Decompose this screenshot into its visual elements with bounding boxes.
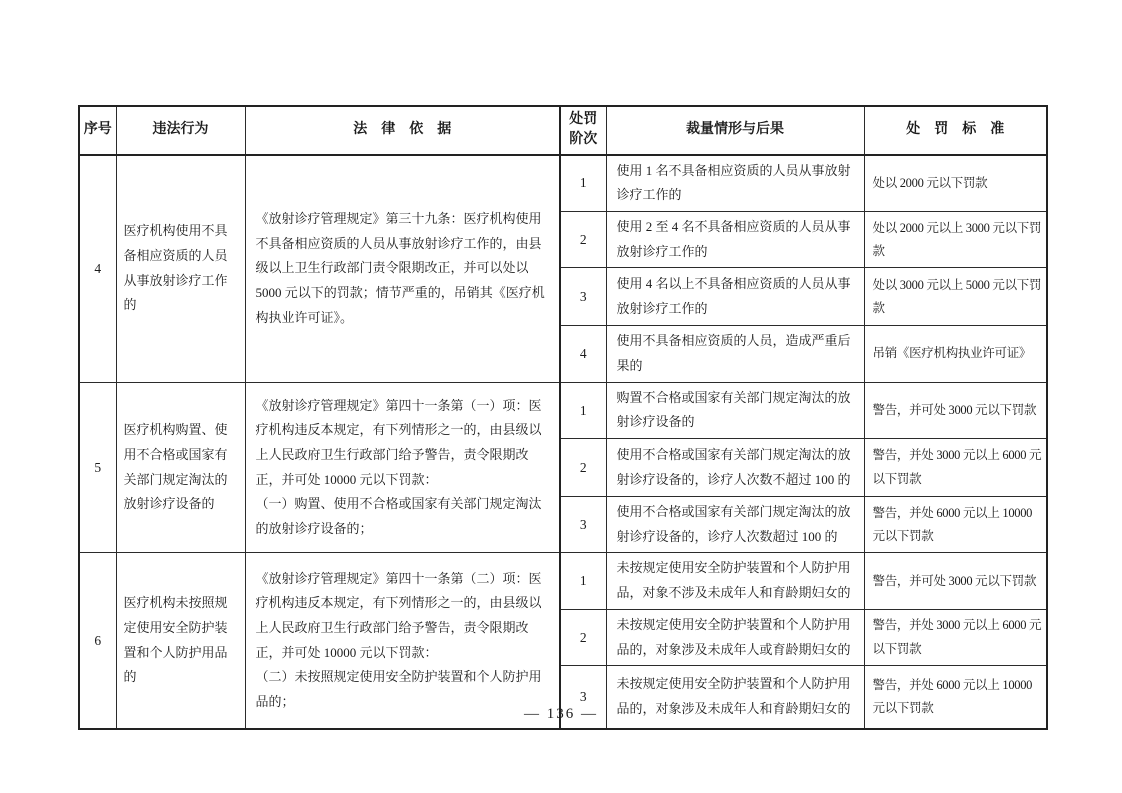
- circumstance-cell: 使用 2 至 4 名不具备相应资质的人员从事放射诊疗工作的: [606, 211, 864, 267]
- penalty-discretion-table: [78, 105, 1048, 730]
- stage-level-cell: 1: [560, 155, 606, 212]
- table-header-row: [79, 106, 1047, 155]
- penalty-standard-cell: 警告，并可处 3000 元以下罚款: [864, 553, 1047, 609]
- circumstance-cell: 购置不合格或国家有关部门规定淘汰的放射诊疗设备的: [606, 382, 864, 438]
- violation-cell: 医疗机构未按照规定使用安全防护装置和个人防护用品的: [116, 553, 245, 729]
- legal-basis-cell: [245, 382, 560, 553]
- seq-cell: 4: [79, 155, 116, 383]
- penalty-standard-cell: 警告，并处 3000 元以上 6000 元以下罚款: [864, 609, 1047, 665]
- penalty-standard-cell: 警告，并可处 3000 元以下罚款: [864, 382, 1047, 438]
- circumstance-cell: 未按规定使用安全防护装置和个人防护用品的，对象涉及未成年人或育龄期妇女的: [606, 609, 864, 665]
- penalty-standard-cell: 处以 2000 元以上 3000 元以下罚款: [864, 211, 1047, 267]
- stage-level-cell: 1: [560, 382, 606, 438]
- penalty-standard-cell: 警告，并处 3000 元以上 6000 元以下罚款: [864, 439, 1047, 497]
- stage-level-cell: 2: [560, 609, 606, 665]
- stage-level-cell: 1: [560, 553, 606, 609]
- table-row: [79, 382, 1047, 438]
- header-violation: 违法行为: [116, 106, 245, 155]
- table-row: [79, 155, 1047, 212]
- header-circumstance: 裁量情形与后果: [606, 106, 864, 155]
- violation-cell: 医疗机构使用不具备相应资质的人员从事放射诊疗工作的: [116, 155, 245, 383]
- penalty-standard-cell: 处以 2000 元以下罚款: [864, 155, 1047, 212]
- circumstance-cell: 使用 1 名不具备相应资质的人员从事放射诊疗工作的: [606, 155, 864, 212]
- stage-level-cell: 3: [560, 497, 606, 553]
- circumstance-cell: 未按规定使用安全防护装置和个人防护用品，对象不涉及未成年人和育龄期妇女的: [606, 553, 864, 609]
- page-number: — 136 —: [524, 706, 598, 722]
- penalty-standard-cell: 处以 3000 元以上 5000 元以下罚款: [864, 268, 1047, 326]
- stage-level-cell: 3: [560, 666, 606, 729]
- circumstance-cell: 使用不合格或国家有关部门规定淘汰的放射诊疗设备的，诊疗人次数超过 100 的: [606, 497, 864, 553]
- penalty-standard-cell: 警告，并处 6000 元以上 10000 元以下罚款: [864, 666, 1047, 729]
- legal-basis-cell: [245, 155, 560, 383]
- legal-basis-paragraph: （二）未按照规定使用安全防护装置和个人防护用品的；: [255, 669, 542, 709]
- header-seq: 序号: [79, 106, 116, 155]
- seq-cell: 6: [79, 553, 116, 729]
- penalty-standard-cell: 吊销《医疗机构执业许可证》: [864, 326, 1047, 382]
- violation-cell: 医疗机构购置、使用不合格或国家有关部门规定淘汰的放射诊疗设备的: [116, 382, 245, 553]
- header-penalty-stage: 处罚阶次: [560, 106, 606, 155]
- circumstance-cell: 使用 4 名以上不具备相应资质的人员从事放射诊疗工作的: [606, 268, 864, 326]
- legal-basis-paragraph: 《放射诊疗管理规定》第三十九条：医疗机构使用不具备相应资质的人员从事放射诊疗工作的，由县级以上卫生行政部门责令限期改正，并可以处以 5000 元以下的罚款；情节严重的，吊销其《医疗机构执业许可证》。: [255, 210, 545, 325]
- header-legal-basis: 法 律 依 据: [245, 106, 560, 155]
- stage-level-cell: 2: [560, 439, 606, 497]
- header-penalty-standard: 处 罚 标 准: [864, 106, 1047, 155]
- circumstance-cell: 使用不合格或国家有关部门规定淘汰的放射诊疗设备的，诊疗人次数不超过 100 的: [606, 439, 864, 497]
- stage-level-cell: 2: [560, 211, 606, 267]
- legal-basis-paragraph: 《放射诊疗管理规定》第四十一条第（二）项：医疗机构违反本规定，有下列情形之一的，由县级以上人民政府卫生行政部门给予警告，责令限期改正，并可处 10000 元以下罚款：: [255, 570, 542, 660]
- seq-cell: 5: [79, 382, 116, 553]
- stage-level-cell: 4: [560, 326, 606, 382]
- legal-basis-cell: [245, 553, 560, 729]
- table-row: [79, 553, 1047, 609]
- legal-basis-paragraph: （一）购置、使用不合格或国家有关部门规定淘汰的放射诊疗设备的；: [255, 496, 542, 536]
- penalty-standard-cell: 警告，并处 6000 元以上 10000 元以下罚款: [864, 497, 1047, 553]
- stage-level-cell: 3: [560, 268, 606, 326]
- legal-basis-paragraph: 《放射诊疗管理规定》第四十一条第（一）项：医疗机构违反本规定，有下列情形之一的，由县级以上人民政府卫生行政部门给予警告，责令限期改正，并可处 10000 元以下罚款：: [255, 397, 542, 487]
- circumstance-cell: 未按规定使用安全防护装置和个人防护用品的，对象涉及未成年人和育龄期妇女的: [606, 666, 864, 729]
- circumstance-cell: 使用不具备相应资质的人员，造成严重后果的: [606, 326, 864, 382]
